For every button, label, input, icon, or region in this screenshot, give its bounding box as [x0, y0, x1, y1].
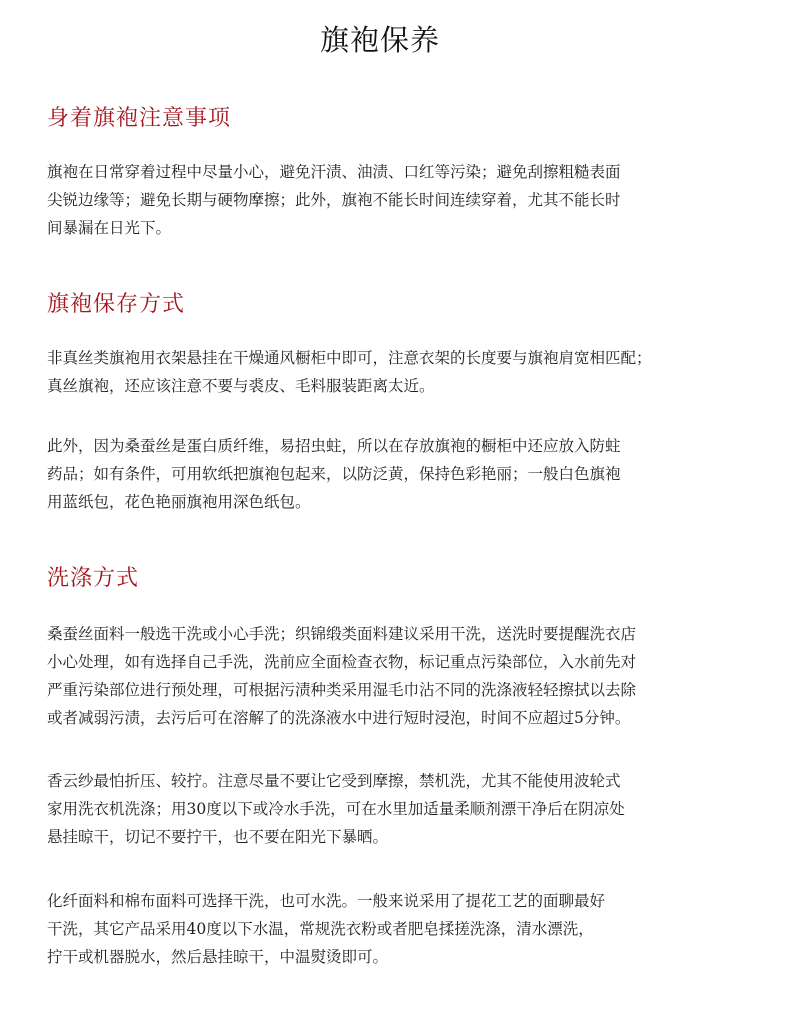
text-line: 药品；如有条件，可用软纸把旗袍包起来，以防泛黄，保持色彩艳丽；一般白色旗袍 [47, 465, 621, 483]
text-line: 拧干或机器脱水，然后悬挂晾干，中温熨烫即可。 [47, 948, 389, 966]
text-line: 小心处理，如有选择自己手洗，洗前应全面检查衣物，标记重点污染部位，入水前先对 [47, 653, 637, 671]
text-line: 间暴漏在日光下。 [47, 219, 172, 237]
text-line: 严重污染部位进行预处理，可根据污渍种类采用湿毛巾沾不同的洗涤液轻轻擦拭以去除 [47, 681, 637, 699]
section-heading-storage: 旗袍保存方式 [47, 292, 186, 317]
text-line: 桑蚕丝面料一般选干洗或小心手洗；织锦缎类面料建议采用干洗，送洗时要提醒洗衣店 [47, 625, 637, 643]
paragraph-storage-hanging [47, 344, 747, 400]
section-heading-washing: 洗涤方式 [47, 566, 140, 591]
text-line: 用蓝纸包，花色艳丽旗袍用深色纸包。 [47, 493, 311, 511]
text-line: 非真丝类旗袍用衣架悬挂在干燥通风橱柜中即可，注意衣架的长度要与旗袍肩宽相匹配； [47, 349, 652, 367]
text-line: 家用洗衣机洗涤；用30度以下或冷水手洗，可在水里加适量柔顺剂漂干净后在阴凉处 [47, 800, 625, 818]
text-line: 悬挂晾干，切记不要拧干，也不要在阳光下暴晒。 [47, 828, 389, 846]
paragraph-washing-synthetic-cotton [47, 887, 747, 971]
text-line: 干洗，其它产品采用40度以下水温，常规洗衣粉或者肥皂揉搓洗涤，清水漂洗， [47, 920, 594, 938]
page-title: 旗袍保养 [319, 23, 440, 57]
text-line: 此外，因为桑蚕丝是蛋白质纤维，易招虫蛀，所以在存放旗袍的橱柜中还应放入防蛀 [47, 437, 621, 455]
paragraph-wearing-notes [47, 158, 747, 242]
section-heading-wearing-notes: 身着旗袍注意事项 [47, 106, 232, 131]
paragraph-washing-gambiered-silk [47, 767, 747, 851]
text-line: 化纤面料和棉布面料可选择干洗，也可水洗。一般来说采用了提花工艺的面聊最好 [47, 892, 606, 910]
text-line: 真丝旗袍，还应该注意不要与裘皮、毛料服装距离太近。 [47, 377, 435, 395]
text-line: 或者减弱污渍，去污后可在溶解了的洗涤液水中进行短时浸泡，时间不应超过5分钟。 [47, 709, 631, 727]
text-line: 尖锐边缘等；避免长期与硬物摩擦；此外，旗袍不能长时间连续穿着，尤其不能长时 [47, 191, 621, 209]
text-line: 旗袍在日常穿着过程中尽量小心，避免汗渍、油渍、口红等污染；避免刮擦粗糙表面 [47, 163, 621, 181]
paragraph-storage-moth-protection [47, 432, 747, 516]
paragraph-washing-silk [47, 620, 747, 732]
text-line: 香云纱最怕折压、较拧。注意尽量不要让它受到摩擦，禁机洗，尤其不能使用波轮式 [47, 772, 621, 790]
